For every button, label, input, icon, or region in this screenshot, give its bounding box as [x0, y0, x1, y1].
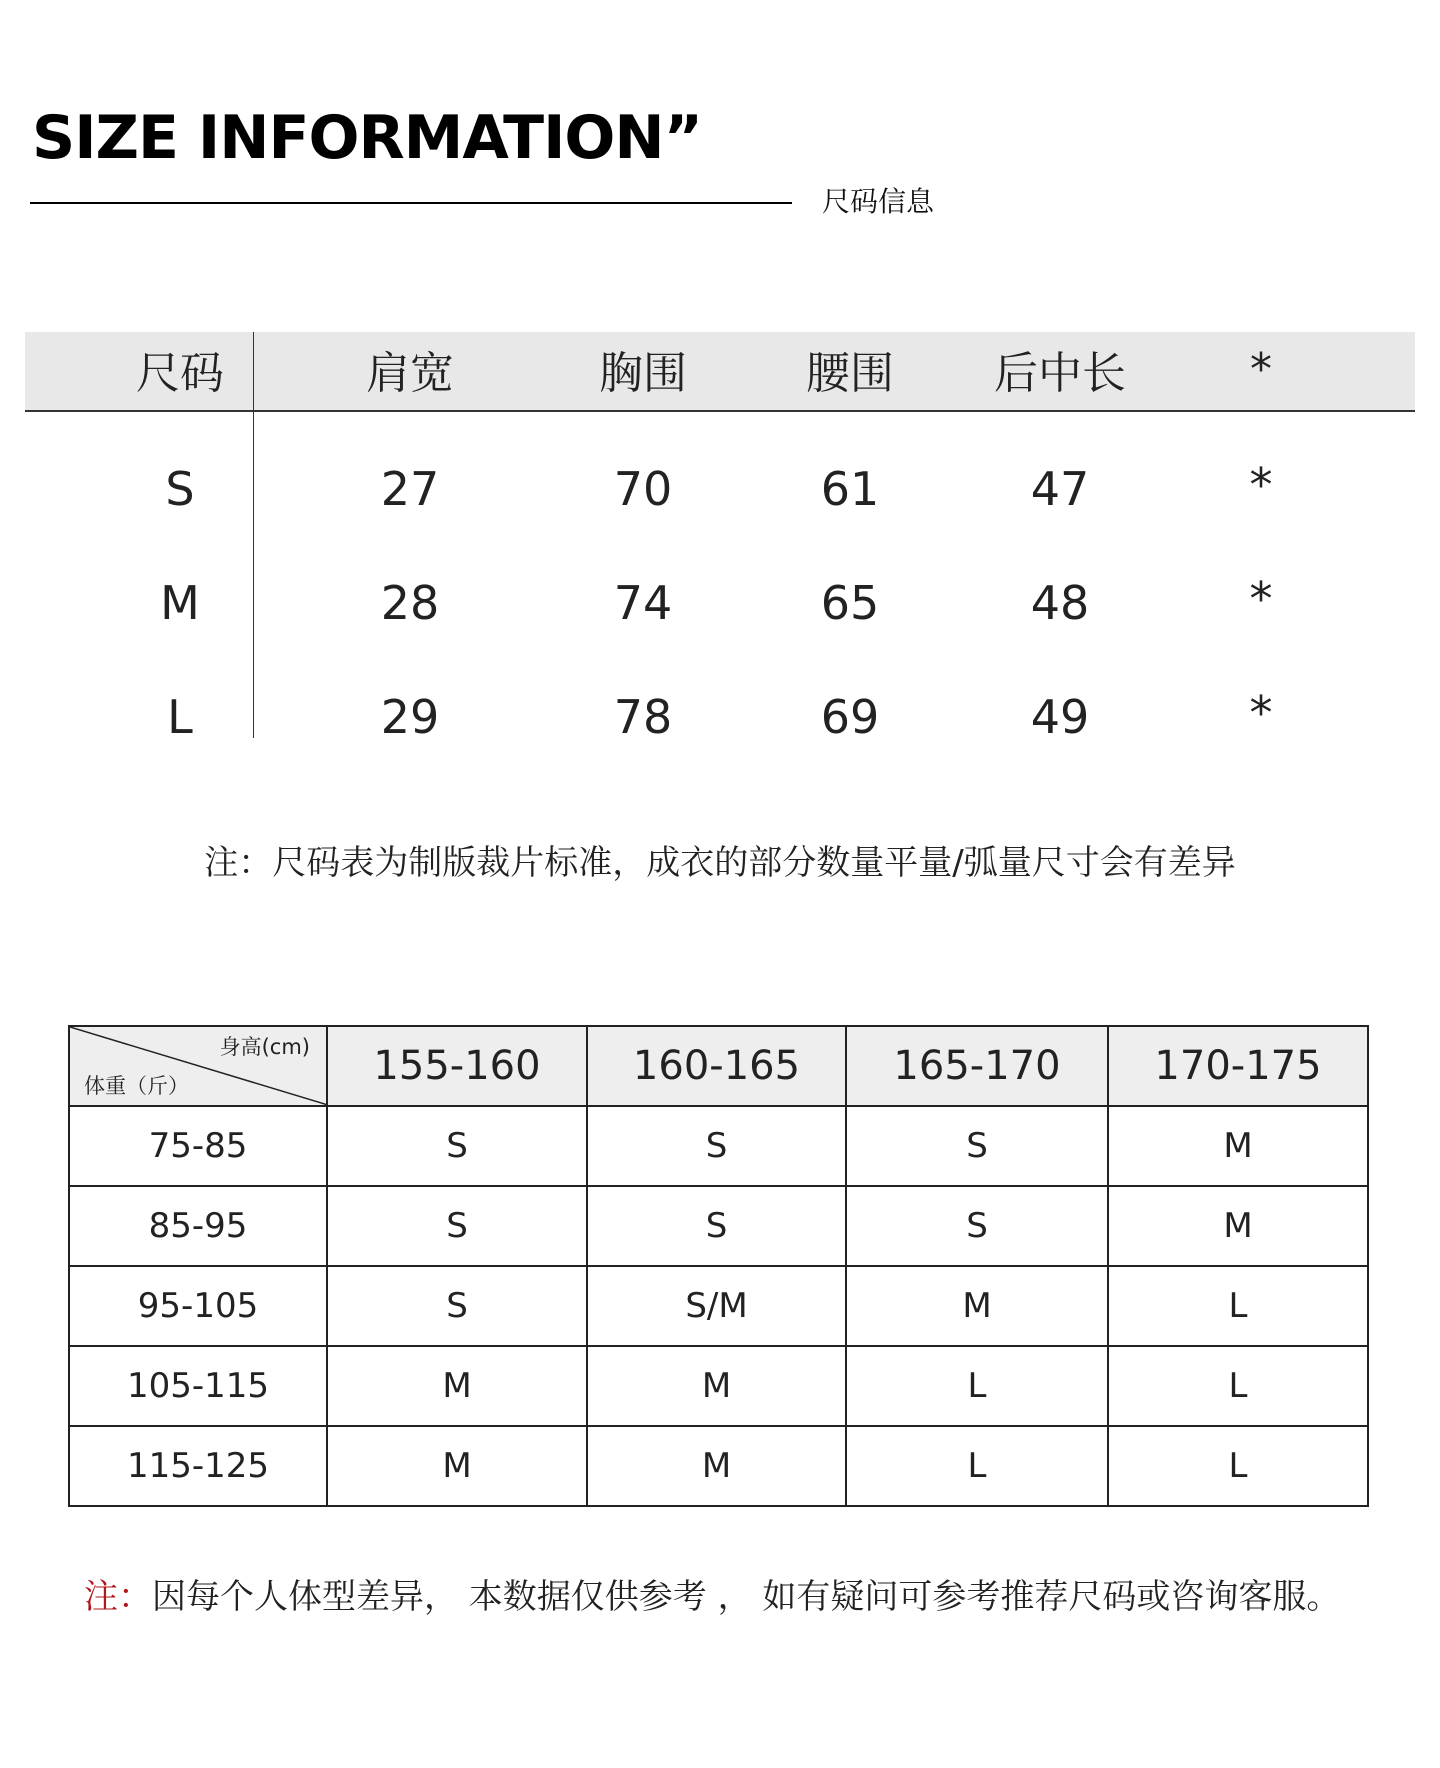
size-cell: S — [327, 1186, 587, 1266]
measurement-note: 注：尺码表为制版裁片标准，成衣的部分数量平量/弧量尺寸会有差异 — [204, 843, 1236, 883]
measurement-table — [25, 332, 1415, 752]
size-cell: S/M — [587, 1266, 846, 1346]
disclaimer-note — [84, 1577, 1341, 1617]
measure-cell-size: L — [167, 690, 193, 744]
size-cell: L — [1108, 1266, 1368, 1346]
size-cell: S — [846, 1186, 1108, 1266]
size-cell: M — [1108, 1106, 1368, 1186]
corner-cell — [69, 1026, 327, 1106]
height-range-header: 165-170 — [846, 1026, 1108, 1106]
size-cell: L — [1108, 1426, 1368, 1506]
size-recommendation-table — [68, 1025, 1369, 1507]
measure-cell-back-length: 47 — [1030, 462, 1090, 516]
weight-range-cell: 85-95 — [69, 1186, 327, 1266]
size-cell: M — [327, 1426, 587, 1506]
page-title: SIZE INFORMATION” — [32, 103, 703, 173]
size-cell: L — [846, 1426, 1108, 1506]
measure-cell-waist: 61 — [820, 462, 880, 516]
measure-cell-extra: * — [1249, 458, 1273, 512]
measure-header-extra: * — [1250, 344, 1272, 395]
height-axis-label: 身高(cm) — [219, 1035, 310, 1059]
measure-cell-size: S — [165, 462, 195, 516]
page-subtitle: 尺码信息 — [822, 185, 935, 218]
weight-range-cell: 115-125 — [69, 1426, 327, 1506]
size-cell: S — [327, 1266, 587, 1346]
weight-range-cell: 95-105 — [69, 1266, 327, 1346]
size-cell: M — [846, 1266, 1108, 1346]
weight-range-cell: 105-115 — [69, 1346, 327, 1426]
table-row — [69, 1426, 1368, 1506]
table-header-row — [69, 1026, 1368, 1106]
measure-cell-chest: 78 — [613, 690, 673, 744]
measure-cell-chest: 70 — [613, 462, 673, 516]
measure-cell-extra: * — [1249, 572, 1273, 626]
measure-header-back-length: 后中长 — [994, 348, 1126, 399]
size-cell: S — [327, 1106, 587, 1186]
measure-header-shoulder: 肩宽 — [366, 348, 454, 399]
weight-range-cell: 75-85 — [69, 1106, 327, 1186]
size-cell: S — [587, 1186, 846, 1266]
measure-cell-shoulder: 29 — [380, 690, 440, 744]
height-range-header: 170-175 — [1108, 1026, 1368, 1106]
measure-cell-waist: 65 — [820, 576, 880, 630]
measure-header-size: 尺码 — [136, 348, 224, 399]
table-row — [69, 1186, 1368, 1266]
size-cell: L — [1108, 1346, 1368, 1426]
size-cell: L — [846, 1346, 1108, 1426]
table-row — [69, 1266, 1368, 1346]
measure-cell-back-length: 48 — [1030, 576, 1090, 630]
size-cell: S — [846, 1106, 1108, 1186]
measure-cell-waist: 69 — [820, 690, 880, 744]
size-cell: M — [587, 1426, 846, 1506]
size-cell: S — [587, 1106, 846, 1186]
title-divider — [30, 202, 792, 204]
measure-cell-back-length: 49 — [1030, 690, 1090, 744]
weight-axis-label: 体重（斤） — [84, 1074, 189, 1098]
size-cell: M — [1108, 1186, 1368, 1266]
measurement-header-divider — [25, 410, 1415, 412]
table-row — [69, 1346, 1368, 1426]
height-range-header: 155-160 — [327, 1026, 587, 1106]
measure-cell-shoulder: 27 — [380, 462, 440, 516]
measure-cell-extra: * — [1249, 686, 1273, 740]
measure-cell-size: M — [160, 576, 200, 630]
measure-header-chest: 胸围 — [599, 348, 687, 399]
measure-header-waist: 腰围 — [806, 348, 894, 399]
disclaimer-prefix: 注： — [84, 1577, 152, 1617]
disclaimer-text: 因每个人体型差异， 本数据仅供参考 ， 如有疑问可参考推荐尺码或咨询客服。 — [152, 1577, 1341, 1617]
height-range-header: 160-165 — [587, 1026, 846, 1106]
size-cell: M — [327, 1346, 587, 1426]
measure-cell-chest: 74 — [613, 576, 673, 630]
measure-cell-shoulder: 28 — [380, 576, 440, 630]
size-cell: M — [587, 1346, 846, 1426]
table-row — [69, 1106, 1368, 1186]
